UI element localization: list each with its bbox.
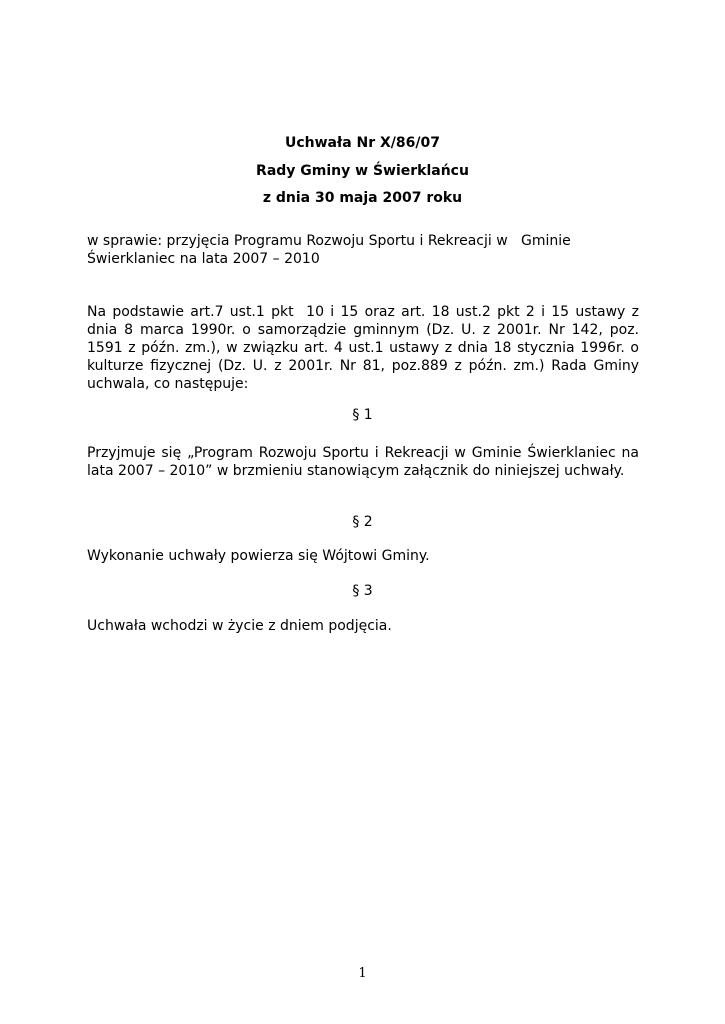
section-2-text: Wykonanie uchwały powierza się Wójtowi Gminy. <box>87 548 430 564</box>
resolution-date: z dnia 30 maja 2007 roku <box>262 190 463 206</box>
section-1-text: Przyjmuje się „Program Rozwoju Sportu i Rekreacji w Gminie Świerklaniec na lata 2007 – 2010” w brzmieniu stanowiącym załącznik do niniejszej uchwały. <box>87 445 639 479</box>
section-3-mark: § 3 <box>352 583 373 599</box>
section-2-mark: § 2 <box>352 514 373 530</box>
resolution-subject: w sprawie: przyjęcia Programu Rozwoju Sportu i Rekreacji w Gminie Świerklaniec na lata 2007 – 2010 <box>87 233 571 267</box>
legal-basis-paragraph: Na podstawie art.7 ust.1 pkt 10 i 15 oraz art. 18 ust.2 pkt 2 i 15 ustawy z dnia 8 marca 1990r. o samorządzie gminnym (Dz. U. z 2001r. Nr 142, poz. 1591 z późn. zm.), w związku art. 4 ust.1 ustawy z dnia 18 stycznia 1996r. o kulturze fizycznej (Dz. U. z 2001r. Nr 81, poz.889 z późn. zm.) Rada Gminy uchwala, co następuje: <box>87 304 639 392</box>
council-name: Rady Gminy w Świerklańcu <box>256 163 469 179</box>
section-1-mark: § 1 <box>352 407 373 423</box>
page-number: 1 <box>358 966 367 981</box>
section-3-text: Uchwała wchodzi w życie z dniem podjęcia. <box>87 618 392 634</box>
resolution-number: Uchwała Nr X/86/07 <box>284 135 440 151</box>
